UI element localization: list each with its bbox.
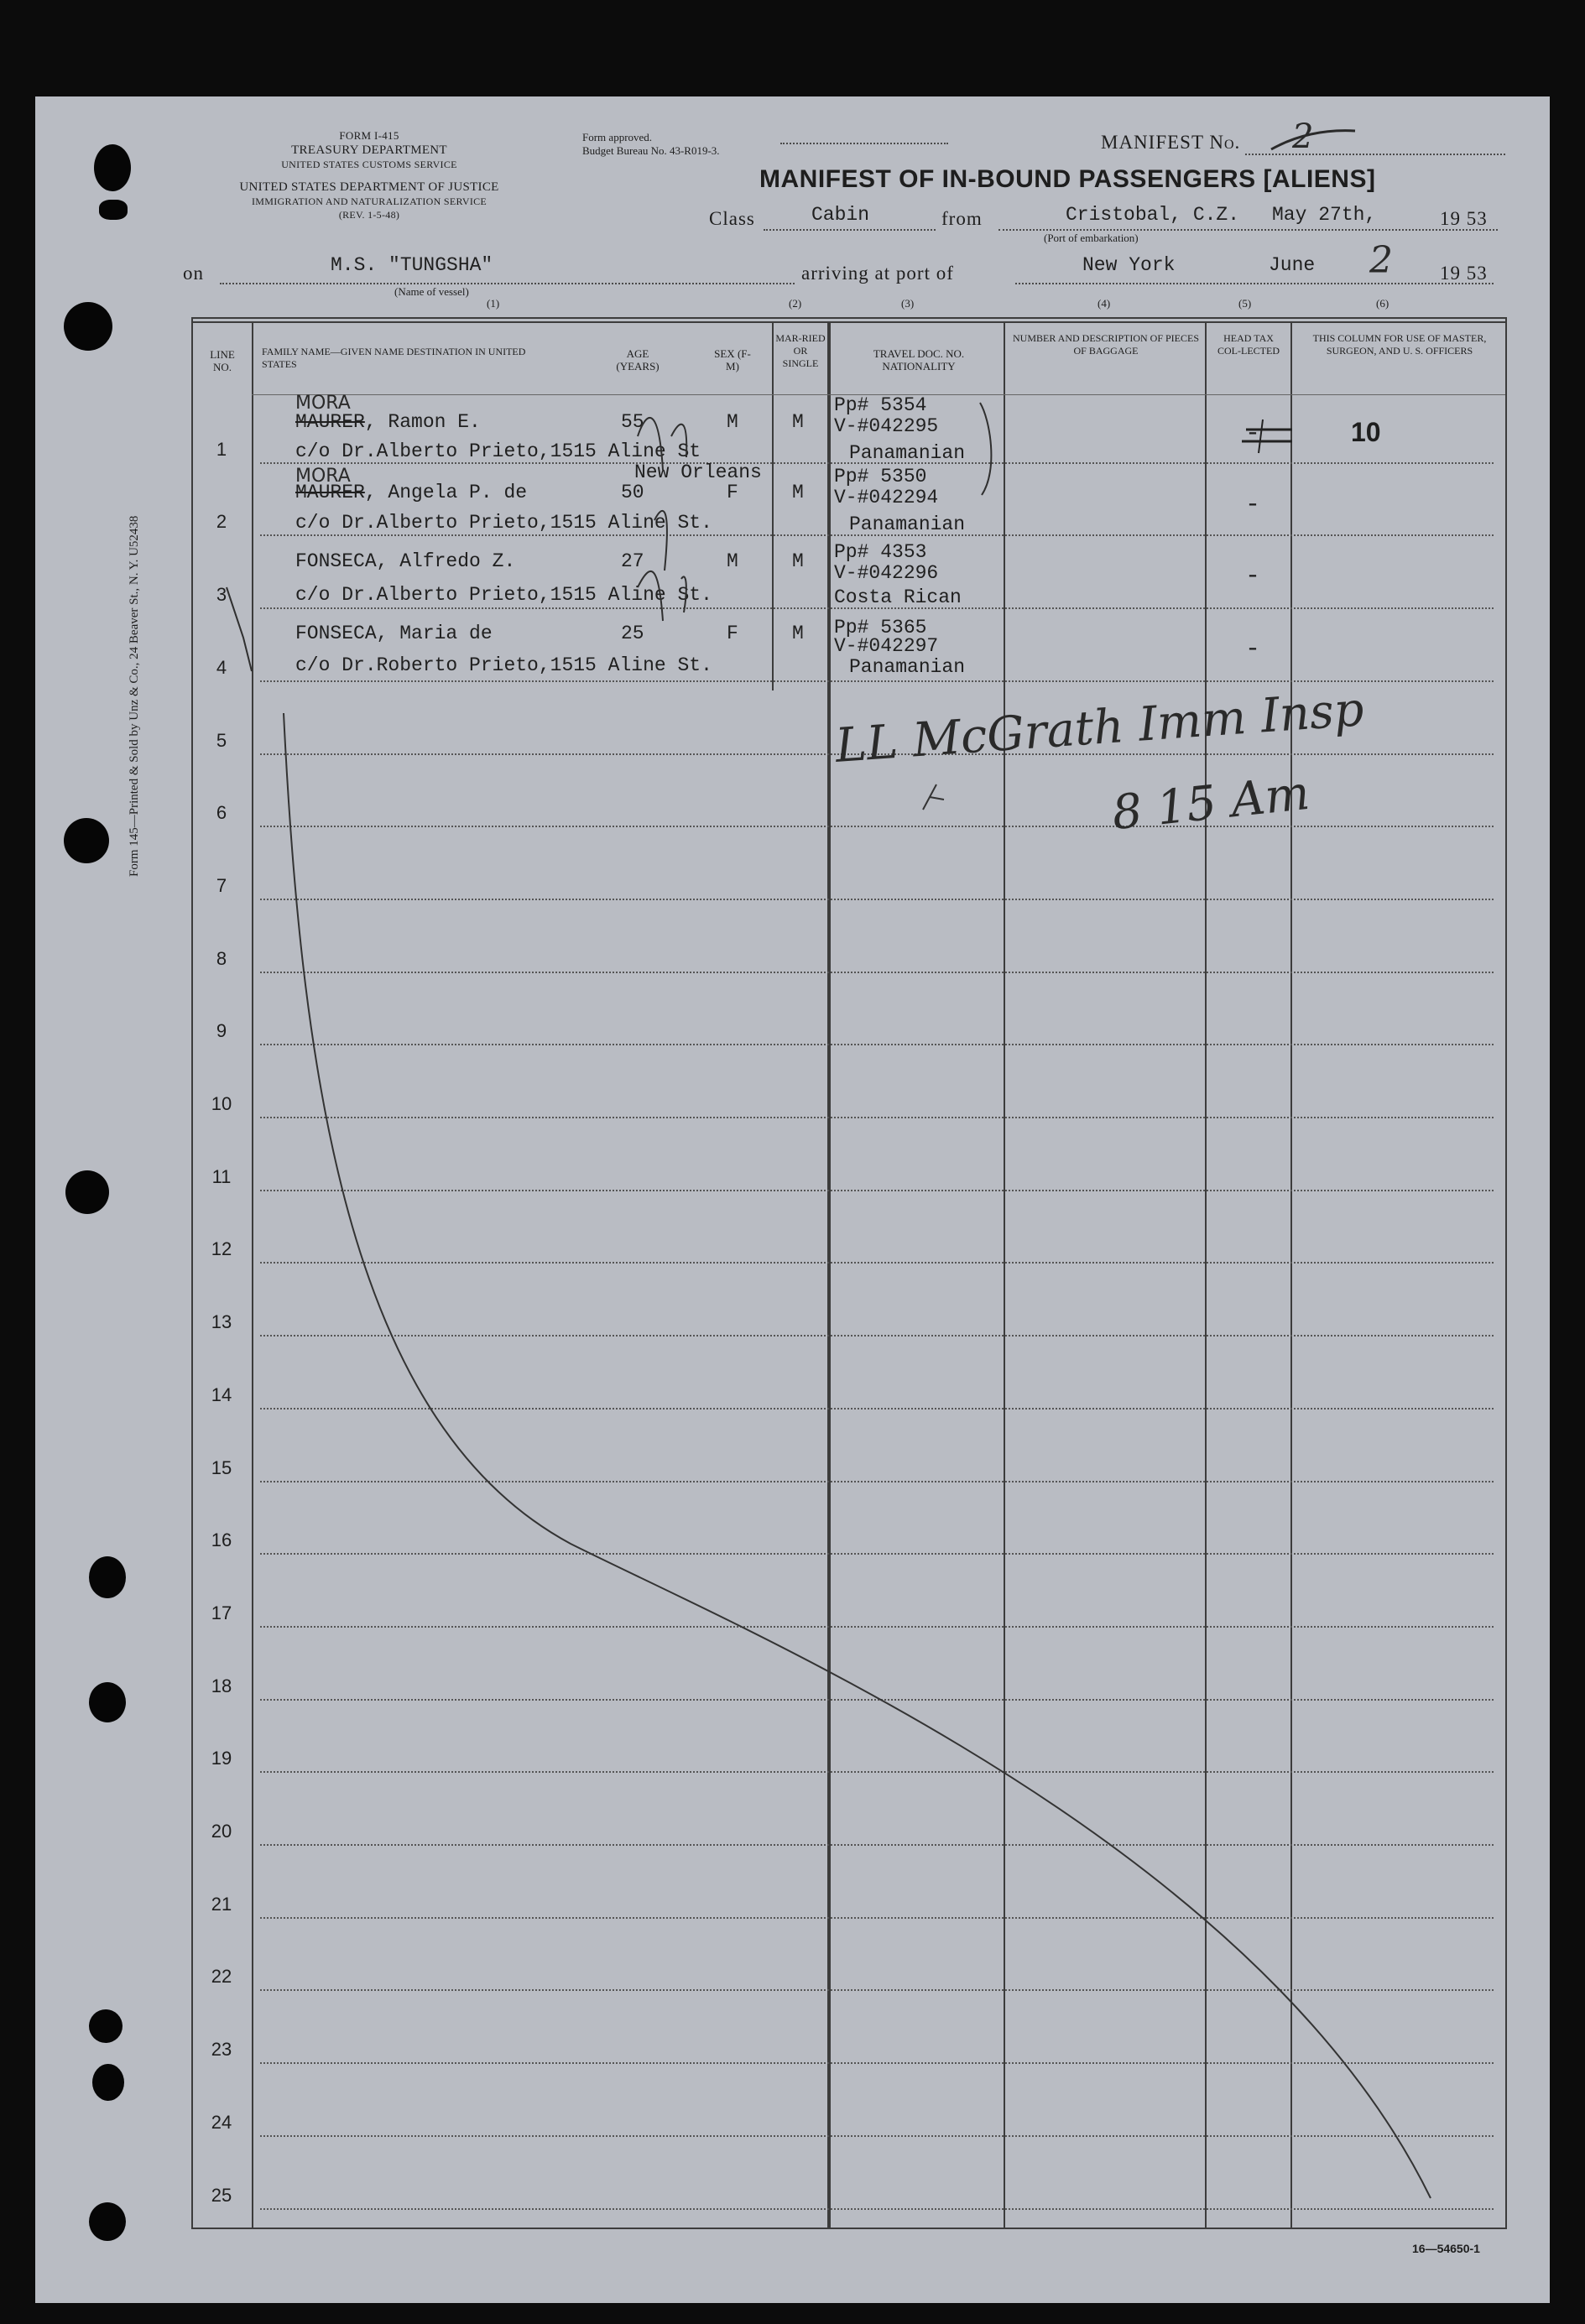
manifest-no-label: MANIFEST No. — [1101, 132, 1241, 153]
vessel-note: (Name of vessel) — [394, 285, 469, 298]
col-number-4: (4) — [1098, 297, 1111, 310]
passenger-2-nationality: Panamanian — [849, 513, 966, 535]
footer-code: 16—54650-1 — [1412, 2242, 1480, 2255]
given-name: , Ramon E. — [364, 411, 481, 433]
line-number: 13 — [211, 1311, 232, 1333]
from-value: Cristobal, C.Z. — [1066, 204, 1240, 226]
line-number: 12 — [211, 1238, 232, 1260]
line-number: 18 — [211, 1675, 232, 1696]
line-number: 22 — [211, 1966, 232, 1988]
printer-imprint: Form 145—Printed & Sold by Unz & Co., 24 Beaver St., N. Y. U52438 — [128, 515, 141, 877]
line-number: 2 — [216, 511, 227, 533]
line-number: 20 — [211, 1821, 232, 1842]
arrival-year: 19 53 — [1440, 263, 1488, 284]
passenger-2-age: 50 — [621, 482, 644, 503]
passenger-3-head-tax: - — [1245, 562, 1261, 591]
port-embarkation-note: (Port of embarkation) — [1044, 232, 1139, 244]
passenger-3-doc2: V-#042296 — [834, 562, 939, 584]
treasury-dept: TREASURY DEPARTMENT — [291, 143, 447, 157]
form-number: FORM I-415 — [339, 129, 399, 142]
header-married: MAR-RIED OR SINGLE — [775, 332, 826, 369]
header-line-no: LINE NO. — [210, 348, 235, 373]
class-value: Cabin — [811, 204, 870, 226]
passenger-4-married: M — [792, 623, 804, 644]
name-correction-1: MORA — [295, 393, 351, 414]
city-note: New Orleans — [634, 461, 762, 483]
departure-year: 19 53 — [1440, 208, 1488, 229]
passenger-2-dest: c/o Dr.Alberto Prieto,1515 Aline St. — [295, 512, 712, 534]
passenger-4-head-tax: - — [1245, 635, 1261, 664]
header-sex: SEX (F-M) — [714, 347, 751, 373]
line-number: 1 — [216, 438, 227, 460]
passenger-3-dest: c/o Dr.Alberto Prieto,1515 Aline St. — [295, 584, 712, 606]
header-baggage: NUMBER AND DESCRIPTION OF PIECES OF BAGGAGE — [1012, 332, 1200, 357]
header-travel-doc: TRAVEL DOC. NO. NATIONALITY — [873, 347, 965, 373]
passenger-4-dest: c/o Dr.Roberto Prieto,1515 Aline St. — [295, 654, 712, 676]
passenger-3-sex: M — [727, 550, 738, 572]
line-number: 10 — [211, 1093, 232, 1114]
passenger-1-nationality: Panamanian — [849, 442, 966, 464]
passenger-1-head-tax: - — [1245, 419, 1261, 448]
arrival-month: June — [1269, 254, 1316, 276]
passenger-4-sex: F — [727, 623, 738, 644]
from-label: from — [941, 208, 983, 229]
passenger-3-age: 27 — [621, 550, 644, 572]
line-number: 21 — [211, 1893, 232, 1915]
line-number: 16 — [211, 1529, 232, 1551]
passenger-1-married: M — [792, 411, 804, 433]
line-number: 19 — [211, 1748, 232, 1769]
passenger-2-married: M — [792, 482, 804, 503]
ins-service: IMMIGRATION AND NATURALIZATION SERVICE — [251, 195, 487, 207]
passenger-2-sex: F — [727, 482, 738, 503]
header-officers: THIS COLUMN FOR USE OF MASTER, SURGEON, AND U. S. OFFICERS — [1312, 332, 1487, 357]
line-number: 14 — [211, 1383, 232, 1405]
line-number: 17 — [211, 1602, 232, 1623]
passenger-3-name: FONSECA, Alfredo Z. — [295, 550, 516, 572]
col-number-1: (1) — [487, 297, 500, 310]
passenger-1-age: 55 — [621, 411, 644, 433]
form-revision: (REV. 1-5-48) — [338, 209, 400, 221]
on-label: on — [183, 263, 204, 284]
line-number: 25 — [211, 2184, 232, 2206]
line-number: 15 — [211, 1456, 232, 1478]
justice-dept: UNITED STATES DEPARTMENT OF JUSTICE — [239, 180, 499, 194]
customs-service: UNITED STATES CUSTOMS SERVICE — [281, 159, 457, 170]
passenger-3-nationality: Costa Rican — [834, 586, 962, 608]
approval-line-2: Budget Bureau No. 43-R019-3. — [582, 144, 720, 157]
passenger-4-nationality: Panamanian — [849, 656, 966, 678]
line-number: 23 — [211, 2039, 232, 2061]
vessel-name: M.S. "TUNGSHA" — [331, 254, 493, 276]
col-number-2: (2) — [789, 297, 802, 310]
col-number-3: (3) — [901, 297, 915, 310]
inspector-signature: LL McGrath Imm Insp — [833, 682, 1366, 774]
line-number: 3 — [216, 584, 227, 606]
line-number: 9 — [216, 1020, 227, 1042]
manifest-title: MANIFEST OF IN-BOUND PASSENGERS [ALIENS] — [759, 165, 1376, 193]
passenger-3-married: M — [792, 550, 804, 572]
struck-surname: MAURER — [295, 482, 365, 503]
arrival-port: New York — [1082, 254, 1176, 276]
passenger-1-dest: c/o Dr.Alberto Prieto,1515 Aline St — [295, 440, 701, 462]
passenger-2-head-tax: - — [1245, 491, 1261, 519]
line-number: 6 — [216, 802, 227, 824]
line-number: 11 — [211, 1165, 232, 1187]
passenger-4-doc1: Pp# 5365 — [834, 617, 927, 638]
name-correction-2: MORA — [295, 466, 351, 487]
col-number-6: (6) — [1376, 297, 1389, 310]
struck-surname: MAURER — [295, 411, 365, 433]
header-head-tax: HEAD TAX COL-LECTED — [1217, 332, 1280, 357]
line-number: 4 — [216, 656, 227, 678]
departure-date: May 27th, — [1272, 204, 1377, 226]
arrival-day: 2 — [1369, 239, 1393, 282]
arriving-label: arriving at port of — [801, 263, 954, 284]
passenger-2-doc1: Pp# 5350 — [834, 466, 927, 487]
class-label: Class — [709, 208, 755, 229]
col-number-5: (5) — [1238, 297, 1252, 310]
passenger-1-sex: M — [727, 411, 738, 433]
line-number: 8 — [216, 947, 227, 969]
header-age: AGE (YEARS) — [616, 347, 660, 373]
inspection-time: 8 15 Am — [1109, 765, 1312, 842]
header-name: FAMILY NAME—GIVEN NAME DESTINATION IN UNITED STATES — [262, 346, 526, 370]
line-number: 7 — [216, 874, 227, 896]
approval-line-1: Form approved. — [582, 131, 653, 143]
passenger-4-name: FONSECA, Maria de — [295, 623, 493, 644]
manifest-no-value: 2 — [1292, 117, 1314, 156]
line-number: 5 — [216, 729, 227, 751]
passenger-1-officer-note: 10 — [1351, 417, 1381, 447]
passenger-1-doc2: V-#042295 — [834, 415, 939, 437]
passenger-3-doc1: Pp# 4353 — [834, 541, 927, 563]
passenger-4-doc2: V-#042297 — [834, 635, 939, 657]
passenger-2-doc2: V-#042294 — [834, 487, 939, 508]
given-name: , Angela P. de — [364, 482, 528, 503]
passenger-4-age: 25 — [621, 623, 644, 644]
line-number: 24 — [211, 2111, 232, 2133]
passenger-1-doc1: Pp# 5354 — [834, 394, 927, 416]
